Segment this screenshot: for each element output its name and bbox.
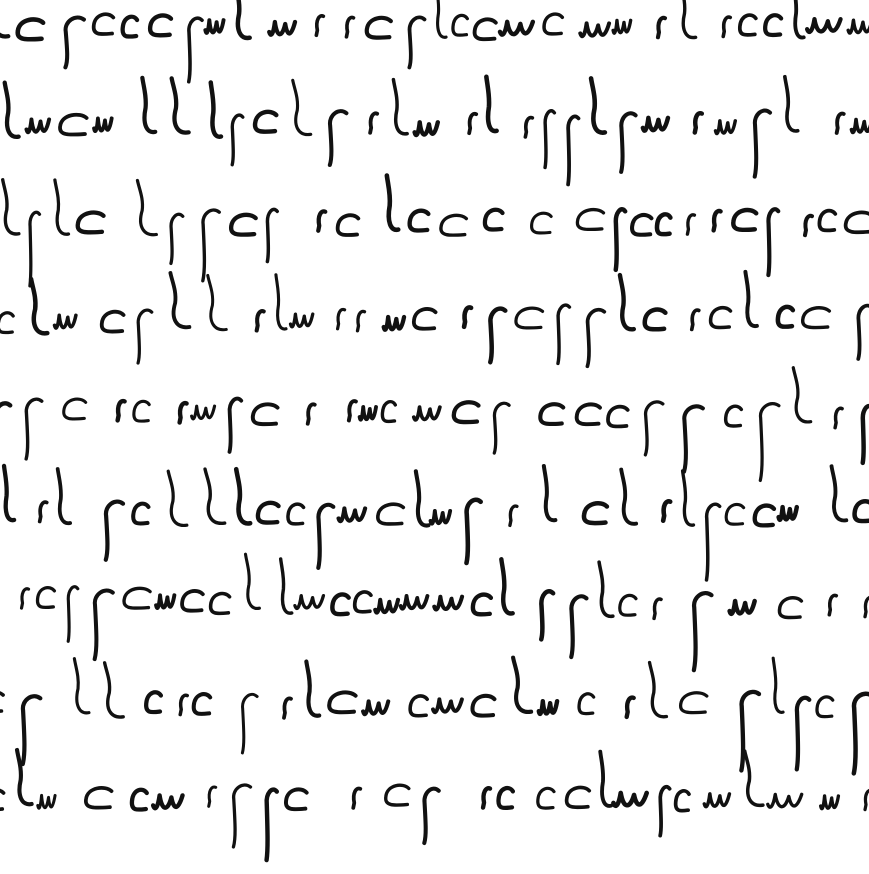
handwritten-stroke [123, 17, 137, 37]
handwritten-stroke [616, 209, 625, 270]
handwritten-stroke [281, 559, 292, 613]
handwritten-stroke [0, 0, 8, 36]
handwritten-stroke [645, 402, 662, 455]
handwritten-stroke [124, 588, 150, 608]
handwritten-stroke [393, 80, 407, 134]
handwritten-stroke [684, 406, 703, 471]
handwritten-stroke [558, 305, 569, 363]
handwritten-stroke [532, 213, 552, 233]
handwritten-stroke [643, 118, 668, 131]
handwritten-stroke [501, 559, 512, 613]
handwritten-stroke [453, 15, 467, 35]
handwritten-stroke [855, 501, 869, 521]
handwritten-stroke [854, 694, 869, 774]
handwritten-stroke [330, 111, 347, 165]
handwritten-stroke [433, 699, 462, 712]
handwritten-stroke [68, 587, 78, 642]
handwritten-stroke [794, 0, 804, 38]
handwritten-stroke [663, 501, 670, 520]
handwritten-stroke [26, 399, 42, 459]
handwritten-stroke [353, 788, 360, 807]
handwritten-stroke [768, 794, 802, 807]
handwritten-stroke [707, 504, 720, 580]
handwritten-stroke [172, 78, 189, 132]
handwritten-stroke [378, 504, 403, 524]
handwritten-stroke [401, 596, 428, 609]
handwritten-stroke [102, 312, 124, 332]
handwritten-stroke [660, 787, 669, 836]
handwritten-stroke [105, 663, 124, 717]
handwritten-stroke [382, 402, 395, 422]
handwritten-stroke [387, 176, 398, 230]
handwritten-stroke [837, 114, 844, 133]
handwritten-stroke [194, 694, 210, 714]
handwritten-stroke [338, 215, 359, 235]
handwritten-stroke [338, 309, 345, 328]
handwritten-stroke [441, 215, 466, 235]
handwritten-stroke [286, 789, 307, 809]
handwritten-stroke [308, 404, 315, 423]
handwritten-stroke [498, 788, 512, 808]
handwritten-stroke [436, 0, 446, 37]
handwritten-stroke [284, 698, 291, 717]
handwritten-stroke [832, 466, 847, 520]
handwritten-stroke [246, 554, 260, 608]
handwritten-stroke [180, 695, 187, 714]
handwritten-stroke [146, 692, 161, 712]
handwritten-stroke [835, 408, 842, 427]
handwritten-stroke [538, 788, 554, 808]
handwritten-stroke [0, 692, 3, 712]
handwritten-stroke [621, 470, 636, 524]
handwritten-stroke [779, 507, 797, 520]
handwritten-stroke [741, 692, 759, 771]
handwritten-stroke [494, 403, 509, 453]
handwritten-stroke [414, 407, 440, 420]
handwritten-stroke [431, 511, 451, 524]
handwritten-stroke [516, 308, 543, 328]
handwritten-stroke [370, 113, 377, 132]
handwritten-stroke [545, 111, 554, 168]
handwritten-stroke [768, 209, 778, 275]
handwritten-stroke [486, 77, 496, 131]
handwritten-stroke [632, 215, 651, 235]
handwritten-stroke [267, 209, 277, 261]
handwritten-stroke [540, 404, 563, 424]
handwritten-stroke [318, 211, 325, 230]
handwritten-stroke [599, 562, 613, 616]
handwritten-stroke [485, 210, 503, 230]
handwritten-stroke [510, 506, 517, 525]
handwritten-stroke [189, 18, 202, 82]
handwritten-stroke [577, 210, 603, 230]
handwritten-stroke [5, 83, 19, 137]
handwritten-stroke [568, 116, 578, 184]
handwritten-stroke [211, 83, 221, 137]
handwritten-stroke [687, 215, 694, 234]
handwritten-stroke [858, 306, 869, 359]
handwritten-stroke [797, 698, 809, 770]
handwritten-stroke [577, 404, 600, 424]
handwritten-stroke [819, 211, 835, 231]
handwritten-stroke [384, 317, 404, 330]
handwritten-stroke [475, 19, 496, 39]
handwritten-stroke [848, 20, 869, 33]
handwritten-stroke [695, 113, 702, 132]
handwritten-stroke [94, 118, 112, 131]
handwritten-stroke [30, 212, 40, 286]
handwritten-stroke [58, 469, 70, 523]
handwritten-stroke [357, 311, 364, 330]
handwritten-stroke [267, 790, 277, 861]
handwritten-stroke [627, 698, 634, 717]
handwritten-stroke [591, 78, 605, 132]
handwritten-stroke [865, 790, 869, 809]
handwritten-stroke [355, 592, 371, 612]
handwritten-stroke [613, 20, 631, 33]
handwritten-stroke [414, 309, 436, 329]
handwritten-stroke [765, 15, 781, 35]
handwritten-stroke [645, 309, 666, 329]
handwritten-stroke [704, 794, 729, 807]
handwritten-stroke [349, 401, 356, 420]
handwritten-stroke [106, 502, 123, 560]
handwritten-stroke [23, 696, 41, 764]
handwritten-stroke [694, 593, 712, 670]
handwritten-stroke [64, 399, 86, 419]
handwritten-stroke [258, 503, 279, 523]
handwritten-stroke [608, 407, 628, 427]
handwritten-stroke [865, 597, 869, 616]
handwritten-stroke [714, 211, 721, 230]
handwritten-stroke [415, 122, 438, 135]
handwritten-stroke [233, 785, 250, 847]
handwritten-stroke [410, 696, 427, 716]
handwritten-stroke [156, 595, 174, 608]
handwritten-stroke [692, 310, 699, 329]
handwritten-stroke [755, 111, 770, 177]
handwritten-stroke [74, 659, 89, 713]
handwritten-stroke [464, 307, 471, 326]
handwritten-stroke [386, 785, 409, 805]
handwritten-stroke [409, 17, 424, 67]
handwritten-stroke [205, 20, 223, 33]
handwritten-stroke [31, 279, 47, 333]
handwritten-stroke [346, 17, 353, 36]
handwritten-stroke [779, 598, 801, 618]
handwritten-stroke [192, 406, 215, 419]
handwritten-stroke [805, 216, 812, 235]
handwritten-stroke [778, 307, 793, 327]
handwritten-stroke [329, 692, 355, 712]
handwritten-stroke [65, 17, 83, 67]
handwritten-stroke [654, 599, 661, 618]
handwritten-stroke [580, 23, 609, 36]
handwritten-stroke [740, 15, 756, 35]
handwritten-stroke [620, 275, 634, 329]
handwritten-stroke [231, 215, 256, 235]
handwritten-stroke [733, 210, 756, 230]
handwritten-stroke [424, 789, 438, 843]
handwritten-stroke [232, 115, 243, 165]
handwritten-stroke [745, 272, 756, 326]
handwritten-stroke [94, 14, 114, 34]
handwritten-stroke [363, 701, 388, 714]
handwritten-stroke [3, 180, 19, 234]
handwritten-stroke [821, 796, 839, 809]
handwritten-stroke [681, 0, 696, 38]
handwritten-stroke [182, 591, 203, 611]
handwritten-stroke [683, 471, 694, 525]
handwritten-stroke [133, 504, 148, 524]
handwritten-stroke [785, 77, 798, 131]
handwritten-stroke [650, 663, 667, 717]
handwritten-stroke [318, 505, 333, 568]
handwritten-stroke [306, 661, 319, 715]
handwritten-stroke [755, 506, 774, 526]
handwritten-stroke [473, 595, 491, 615]
handwritten-stroke [0, 313, 13, 333]
handwritten-stroke [269, 22, 295, 35]
handwritten-stroke [807, 19, 840, 32]
handwritten-stroke [726, 504, 743, 524]
handwritten-stroke [472, 696, 494, 716]
handwritten-stroke [170, 273, 189, 327]
handwritten-stroke [132, 790, 147, 810]
handwritten-stroke [525, 118, 532, 137]
handwritten-stroke [469, 114, 476, 133]
handwritten-stroke [541, 591, 553, 639]
handwritten-stroke [150, 15, 171, 35]
handwritten-stroke [711, 308, 731, 328]
handwritten-stroke [242, 694, 257, 753]
handwritten-stroke [255, 112, 276, 132]
handwritten-stroke [180, 403, 187, 422]
handwritten-stroke [253, 404, 278, 424]
handwritten-stroke [621, 113, 635, 172]
handwritten-stroke [95, 591, 113, 660]
handwritten-stroke [293, 80, 311, 134]
handwritten-stroke [416, 471, 429, 525]
handwritten-stroke [37, 588, 54, 608]
handwritten-stroke [367, 18, 391, 38]
handwritten-stroke [657, 214, 670, 234]
handwritten-stroke [134, 401, 149, 421]
handwritten-stroke [288, 504, 304, 524]
handwritten-stroke [483, 788, 490, 807]
handwritten-stroke [18, 19, 43, 39]
handwritten-stroke [730, 601, 755, 614]
handwritten-stroke [681, 693, 707, 713]
handwritten-stroke [208, 275, 227, 329]
handwritten-stroke [0, 403, 10, 468]
handwritten-stroke [579, 694, 594, 714]
handwritten-stroke [203, 210, 219, 281]
handwritten-stroke [171, 214, 183, 263]
handwritten-stroke [209, 787, 216, 806]
handwritten-stroke [676, 791, 689, 811]
handwritten-stroke [40, 502, 47, 521]
handwritten-stroke [339, 508, 366, 521]
handwritten-stroke [613, 793, 646, 806]
handwritten-stroke [26, 119, 49, 132]
handwritten-stroke [658, 18, 665, 37]
handwritten-stroke [539, 701, 557, 714]
handwritten-stroke [316, 16, 323, 35]
handwritten-stroke [230, 399, 242, 452]
handwritten-stroke [38, 795, 55, 808]
handwritten-stroke [571, 596, 586, 657]
handwritten-stroke [360, 407, 376, 420]
handwritten-stroke [86, 788, 112, 808]
handwritten-stroke [295, 596, 323, 609]
handwritten-stroke [852, 120, 869, 133]
handwritten-stroke [22, 589, 29, 608]
handwritten-stroke [803, 308, 830, 328]
handwritten-stroke [118, 401, 125, 420]
handwritten-stroke [137, 180, 156, 234]
handwritten-stroke [760, 404, 779, 481]
handwritten-stroke [587, 310, 604, 367]
handwritten-stroke [276, 275, 286, 329]
handwritten-stroke [0, 790, 4, 810]
handwritten-stroke [211, 594, 230, 614]
handwritten-stroke [567, 787, 590, 807]
handwritten-stroke [544, 466, 555, 520]
handwritten-stroke [773, 658, 783, 712]
handwritten-stroke [332, 594, 348, 614]
handwritten-stroke [829, 595, 836, 614]
handwritten-stroke [544, 14, 562, 34]
handwritten-stroke [236, 469, 250, 523]
handwritten-stroke [236, 0, 250, 38]
handwritten-stroke [205, 469, 225, 523]
handwritten-stroke [55, 180, 69, 234]
handwritten-stroke [168, 471, 187, 525]
handwritten-stroke [4, 466, 14, 520]
handwritten-stroke [490, 309, 505, 363]
handwritten-stroke [620, 595, 636, 615]
handwritten-stroke [817, 697, 833, 717]
handwritten-stroke [60, 115, 87, 135]
handwritten-stroke [500, 22, 533, 35]
handwritten-stroke [726, 406, 742, 426]
handwritten-stroke [716, 121, 736, 134]
handwritten-stroke [153, 795, 182, 808]
handwritten-stroke [142, 78, 155, 132]
handwritten-stroke [793, 368, 810, 422]
handwritten-stroke [454, 402, 479, 422]
handwritten-stroke [138, 310, 152, 363]
handwritten-stroke [863, 406, 869, 463]
handwritten-stroke [745, 751, 763, 805]
handwritten-stroke [78, 213, 104, 233]
handwritten-stroke [375, 600, 398, 613]
handwritten-stroke [584, 503, 607, 523]
handwritten-stroke [434, 597, 462, 610]
handwritten-stroke [513, 658, 531, 712]
handwritten-stroke [257, 311, 264, 330]
handwritten-stroke [846, 212, 869, 232]
handwritten-stroke [466, 500, 480, 563]
handwritten-stroke [410, 211, 429, 231]
handwritten-stroke [291, 314, 313, 327]
handwritten-stroke [723, 17, 730, 36]
handwritten-stroke [55, 315, 76, 328]
handwritten-stroke [600, 752, 611, 806]
